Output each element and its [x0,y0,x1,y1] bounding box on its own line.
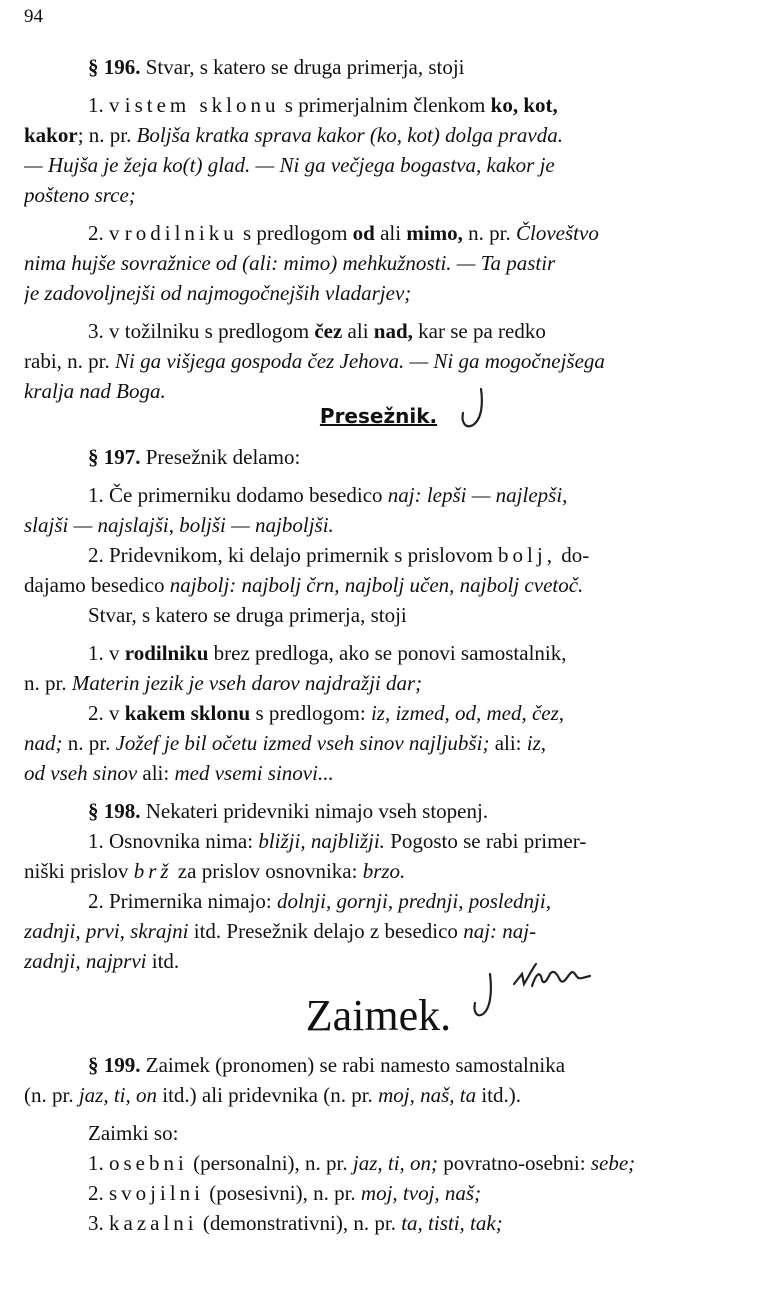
s199-intro-line: § 199. Zaimek (pronomen) se rabi namesto samostalnika [88,1053,566,1077]
s199-line: (n. pr. jaz, ti, on itd.) ali pridevnika (n. pr. moj, naš, ta itd.). [24,1083,521,1107]
s196-line: je zadovoljnejši od najmogočnejših vladarjev; [24,281,412,305]
s198-line: zadnji, najprvi itd. [24,949,180,973]
s196-line: kakor; n. pr. Boljša kratka sprava kakor (ko, kot) dolga pravda. [24,123,563,147]
s197-line: od vseh sinov ali: med vsemi sinovi... [24,761,334,785]
s196-line: nima hujše sovražnice od (ali: mimo) mehkužnosti. — Ta pastir [24,251,556,275]
s198-line: zadnji, prvi, skrajni itd. Presežnik delajo z besedico naj: naj- [24,919,537,943]
s197-line: nad; n. pr. Jožef je bil očetu izmed vseh sinov najljubši; ali: iz, [24,731,547,755]
s196-line: 2. v rodilniku s predlogom od ali mimo, n. pr. Človeštvo [88,221,599,245]
section-heading-presežnik: Presežnik. [319,404,438,428]
s196-intro-line: § 196. Stvar, s katero se druga primerja, stoji [88,55,465,79]
section-number: § 198. [88,799,141,823]
s197-line: 1. v rodilniku brez predloga, ako se ponovi samostalnik, [88,641,567,665]
s199-line: 3. kazalni (demonstrativni), n. pr. ta, tisti, tak; [88,1211,503,1235]
s199-line: 1. osebni (personalni), n. pr. jaz, ti, on; povratno-osebni: sebe; [88,1151,636,1175]
s196-line: kralja nad Boga. [24,379,166,403]
section-number: § 196. [88,55,141,79]
s197-line: 1. Če primerniku dodamo besedico naj: lepši — najlepši, [88,483,568,507]
chapter-title-zaimek: Zaimek. [305,991,452,1040]
s198-intro-line: § 198. Nekateri pridevniki nimajo vseh stopenj. [88,799,489,823]
s196-line: rabi, n. pr. Ni ga višjega gospoda čez Jehova. — Ni ga mogočnejšega [24,349,605,373]
s199-line: Zaimki so: [88,1121,179,1145]
s197-line: Stvar, s katero se druga primerja, stoji [88,603,407,627]
section-number: § 197. [88,445,141,469]
s196-line: pošteno srce; [24,183,136,207]
s198-line: 2. Primernika nimajo: dolnji, gornji, prednji, poslednji, [88,889,551,913]
handwritten-annotation [510,960,594,994]
s197-line: 2. Pridevnikom, ki delajo primernik s prislovom bolj, do- [88,543,590,567]
s197-line: 2. v kakem sklonu s predlogom: iz, izmed, od, med, čez, [88,701,565,725]
handwritten-check-mark [470,970,500,1022]
s196-line: 3. v tožilniku s predlogom čez ali nad, kar se pa redko [88,319,546,343]
s199-line: 2. svojilni (posesivni), n. pr. moj, tvoj, naš; [88,1181,482,1205]
s197-line: slajši — najslajši, boljši — najboljši. [24,513,334,537]
s196-line: 1. v istem sklonu s primerjalnim členkom ko, kot, [88,93,558,117]
handwritten-check-mark [455,385,491,431]
s198-line: 1. Osnovnika nima: bližji, najbližji. Pogosto se rabi primer- [88,829,587,853]
page-number: 94 [24,6,43,27]
s197-line: dajamo besedico najbolj: najbolj črn, najbolj učen, najbolj cvetoč. [24,573,584,597]
section-number: § 199. [88,1053,141,1077]
s196-line: — Hujša je žeja ko(t) glad. — Ni ga večjega bogastva, kakor je [24,153,555,177]
s197-intro-line: § 197. Presežnik delamo: [88,445,301,469]
s197-line: n. pr. Materin jezik je vseh darov najdražji dar; [24,671,423,695]
s198-line: niški prislov brž za prislov osnovnika: brzo. [24,859,406,883]
